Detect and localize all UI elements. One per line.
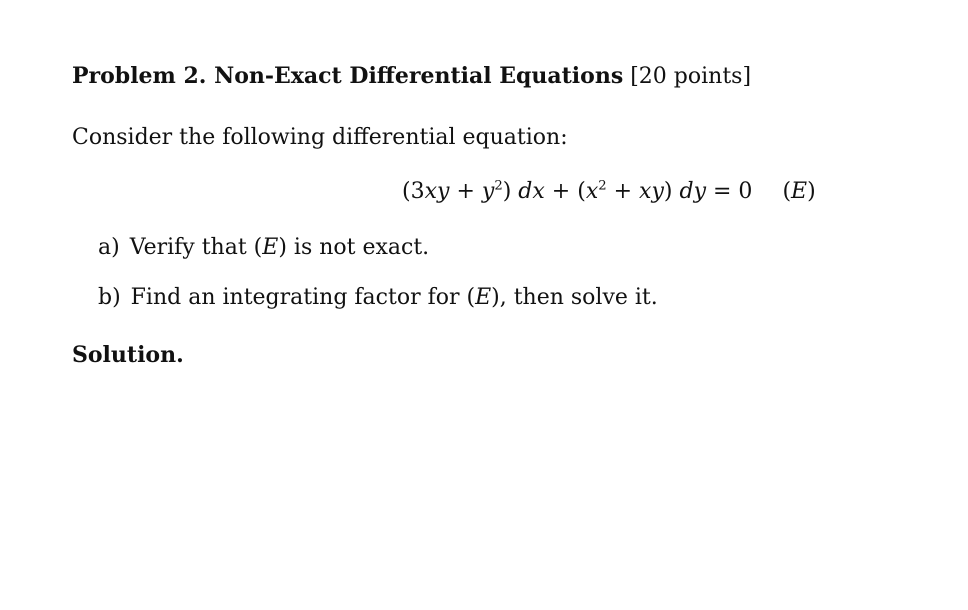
eq-var-y: y bbox=[481, 179, 495, 204]
eq-var-x: x bbox=[424, 179, 438, 204]
eq-var-y: y bbox=[693, 179, 707, 204]
problem-points: [20 points] bbox=[630, 64, 752, 89]
part-a bbox=[98, 236, 658, 260]
eq-exponent: 2 bbox=[598, 178, 607, 194]
problem-parts bbox=[98, 236, 658, 336]
intro-text: Consider the following differential equation: bbox=[72, 125, 568, 150]
eq-var-x: x bbox=[585, 179, 599, 204]
eq-equals-zero: = 0 bbox=[706, 179, 753, 204]
eq-differential-d: d bbox=[518, 179, 533, 204]
part-text: ), then solve it. bbox=[491, 285, 658, 311]
eq-plus: + bbox=[449, 179, 482, 204]
eq-exponent: 2 bbox=[494, 178, 503, 194]
part-text: Find an integrating factor for ( bbox=[130, 285, 476, 311]
solution-label: Solution. bbox=[72, 342, 184, 368]
part-label: a) bbox=[98, 235, 120, 260]
eq-close: ) bbox=[502, 179, 519, 204]
eq-var-y: y bbox=[437, 179, 450, 204]
tag-symbol: E bbox=[791, 179, 808, 204]
part-text: Verify that ( bbox=[129, 235, 263, 260]
tag-open: ( bbox=[782, 179, 792, 204]
eq-close: ) bbox=[663, 179, 680, 204]
eq-open: (3 bbox=[402, 179, 425, 204]
part-text: ) is not exact. bbox=[278, 235, 430, 260]
problem-title: Problem 2. Non-Exact Differential Equations bbox=[72, 63, 624, 89]
equation-tag bbox=[782, 179, 815, 204]
part-symbol: E bbox=[475, 285, 492, 311]
eq-plus-open: + ( bbox=[544, 179, 586, 204]
differential-equation bbox=[402, 180, 816, 204]
part-symbol: E bbox=[262, 235, 279, 260]
tag-close: ) bbox=[807, 179, 816, 204]
eq-var-x: x bbox=[639, 179, 652, 204]
part-label: b) bbox=[98, 285, 121, 311]
eq-var-x: x bbox=[532, 179, 545, 204]
eq-var-y: y bbox=[651, 179, 664, 204]
problem-heading bbox=[72, 64, 751, 89]
eq-differential-d: d bbox=[679, 179, 694, 204]
part-b bbox=[98, 286, 658, 310]
eq-plus: + bbox=[606, 179, 640, 204]
